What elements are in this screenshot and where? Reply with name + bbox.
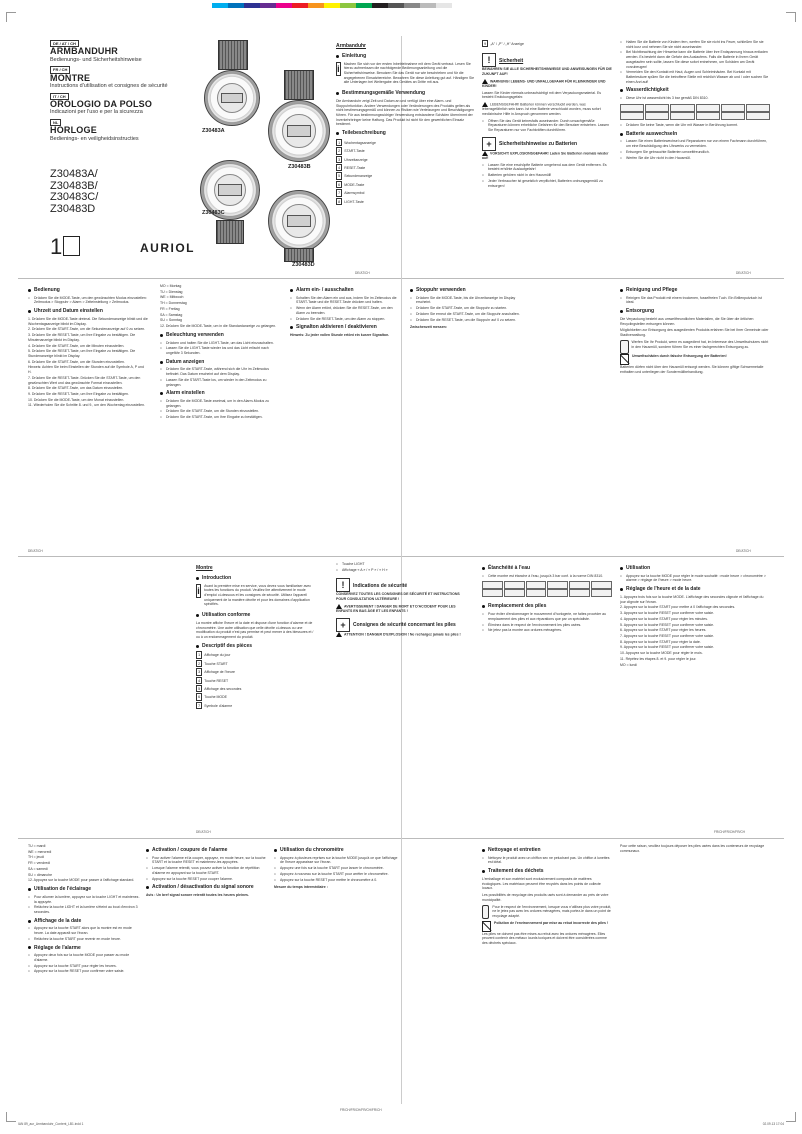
section-heading: Batterie auswechseln xyxy=(620,131,770,138)
info-block: i Avant la première mise en service, vous devez vous familiariser avec toutes les fonctions du produit. Veuillez lire attentivement le mode d'emploi ci-dessous et les consignes de sécurité. Utilisez l'appareil uniquement de la manière décrite et pour les domaines d'application spécifiés. xyxy=(197,583,312,607)
info-icon: i xyxy=(337,63,340,74)
cover-subtitle-it: Indicazioni per l'uso e per la sicurezza xyxy=(50,109,143,116)
list-item: 10. Drücken Sie die MODE-Taste, um den Monat einzustellen. xyxy=(28,397,125,402)
cover-lang-fr: FR / CH xyxy=(50,64,180,73)
list-item: □ Drücken Sie keine Taste, wenn die Uhr mit Wasser in Berührung kommt. xyxy=(620,123,770,128)
list-item: □ Appuyez sur la touche START pour régler les heures. xyxy=(28,964,140,969)
color-swatch xyxy=(356,3,372,8)
fr-col3 xyxy=(482,562,612,830)
recycle-block: Pour le respect de l'environnement, lorsque vous n'utilisez plus votre produit, ne le jetez pas avec les ordures ménagères, mais portez-le dans un point de recyclage adapté. xyxy=(482,905,612,921)
water-resistance-table xyxy=(620,112,770,120)
crossed-bin-icon xyxy=(482,921,491,932)
list-item: □ Schalten Sie den Alarm ein und aus, indem Sie im Zeitmodus die START-Taste und die RESET-Taste drücken und halten. xyxy=(290,296,400,305)
cover-title-it: OROLOGIO DA POLSO xyxy=(50,98,153,109)
print-slug-left: IAN 89_aur_Armbanduhr_Content_LB1.indd 1 xyxy=(18,1122,84,1126)
list-item: □ Ne jetez pas la montre aux ordures ménagères. xyxy=(482,628,612,633)
light-list xyxy=(160,341,280,356)
parts-list-item: 2 Touche START xyxy=(198,660,228,666)
list-item: 4. Drücken Sie die START-Taste, um die Minuten einzustellen. xyxy=(28,343,125,348)
battery-list xyxy=(620,40,770,84)
parts-list xyxy=(336,139,476,205)
section-heading: Utilisation de l'éclairage xyxy=(28,886,140,893)
list-item: □ Halten Sie die Batterie von Kindern fern, werfen Sie sie nicht ins Feuer, schließen Sie sie nicht kurz und nehmen Sie sie nicht auseinander. xyxy=(620,40,770,49)
list-item: 10. Appuyez sur la touche MODE pour régler le mois. xyxy=(620,651,703,656)
color-swatch xyxy=(340,3,356,8)
list-item: TH = Donnerstag xyxy=(160,301,187,306)
list-item: □ Entsorgen Sie gebrauchte Batterien umweltfreundlich. xyxy=(620,150,770,155)
list-item: SU = dimanche xyxy=(28,872,53,877)
list-item: □ Pour activer l'alarme et la couper, appuyez, en mode heure, sur la touche START et la touche RESET et maintenez-les appuyées. xyxy=(146,856,266,865)
paragraph: Lassen Sie Kinder niemals unbeaufsichtigt mit dem Verpackungsmaterial. Es besteht Erstickungsgefahr. xyxy=(482,90,602,100)
time-setting-steps xyxy=(28,317,148,408)
footer-code: DE/AT/CH xyxy=(736,271,751,275)
time-setting-steps xyxy=(620,595,770,662)
list-item: □ Drücken und halten Sie die LIGHT-Taste, um das Licht einzuschalten. xyxy=(160,341,280,346)
list-item: □ Drücken Sie die MODE-Taste zweimal, um in den Alarm-Modus zu gelangen. xyxy=(160,399,280,408)
section-title: Montre xyxy=(196,565,213,571)
paragraph: BEWAHREN SIE ALLE SICHERHEITSHINWEISE UND ANWEISUNGEN FÜR DIE ZUKUNFT AUF! xyxy=(482,67,612,77)
warning-heading: WARNUNG! LEBENS- UND UNFALLGEFAHR FÜR KLEINKINDER UND KINDER! xyxy=(482,79,606,88)
list-item: SU = Sonntag xyxy=(160,318,182,323)
section-heading: Einleitung xyxy=(336,53,476,60)
list-item: □ Appuyez deux fois sur la touche MODE pour passer au mode d'alarme. xyxy=(28,953,140,962)
list-item: □ Pour éviter d'endommager le mouvement d'horlogerie, ne faites procéder au remplacement des piles et aux réparations que par un spécialiste. xyxy=(482,612,612,621)
de2-col1 xyxy=(28,284,148,550)
cover-subtitle-de: Bedienungs- und Sicherheitshinweise xyxy=(50,56,142,63)
parts-list-item: 7 Symbole d'alarme xyxy=(198,702,233,708)
watch-strap xyxy=(284,248,314,262)
warning-heading: VORSICHT! EXPLOSIONSGEFAHR! Laden Sie Batterien niemals wieder auf! xyxy=(482,151,609,160)
step: 12. Appuyez sur la touche MODE pour passer à l'affichage standard. xyxy=(28,878,135,883)
section-heading: Réglage de l'heure et de la date xyxy=(620,586,770,593)
color-swatch xyxy=(276,3,292,8)
paragraph: Möglichkeiten zur Entsorgung des ausgedienten Produkts erfahren Sie bei Ihrer Gemeinde oder Stadtverwaltung. xyxy=(620,328,769,338)
color-swatch xyxy=(292,3,308,8)
section-heading: Descriptif des pièces xyxy=(196,643,316,650)
watch-image-a xyxy=(204,70,260,126)
list-item: WE = mercredi xyxy=(28,849,52,854)
subheading: Mesure du temps intermédiaire : xyxy=(274,885,328,890)
alarm-toggle-list xyxy=(290,296,400,322)
paragraph: LEBENSGEFAHR! Batterien können verschluckt werden, was lebensgefährlich sein kann. Ist eine Batterie verschluckt worden, muss sofort medizinische Hilfe in Anspruch genommen werden. xyxy=(482,102,601,116)
cover-title-fr: MONTRE xyxy=(50,72,91,83)
color-calibration-bar xyxy=(212,3,452,8)
alarm-list xyxy=(160,399,280,420)
safety-heading: + Sicherheitshinweise zu Batterien xyxy=(482,137,612,151)
warning-sign-icon: ! xyxy=(336,578,350,592)
footer-code: DE/AT/CH xyxy=(736,549,751,553)
paragraph: CONSERVEZ TOUTES LES CONSIGNES DE SÉCURITÉ ET INSTRUCTIONS POUR CONSULTATION ULTÉRIEURE ! xyxy=(336,592,460,602)
list-item: □ Vermeiden Sie den Kontakt mit Haut, Augen und Schleimhäuten. Bei Kontakt mit Batteriesäure spülen Sie die betroffene Stelle mit reichlich Wasser ab und / oder suchen Sie einen Arzt auf! xyxy=(620,70,770,84)
warning-heading: AVERTISSEMENT ! DANGER DE MORT ET D'ACCIDENT POUR LES ENFANTS EN BAS ÂGE ET LES ENFANTS ! xyxy=(336,604,456,614)
section-heading: Wasserdichtigkeit xyxy=(620,87,770,94)
color-swatch xyxy=(228,3,244,8)
section-title: Armbanduhr xyxy=(336,43,366,49)
list-item: □ Cette montre est étanche à l'eau, jusqu'à 3 bar conf. à la norme DIN 8310. xyxy=(482,574,612,579)
list-item: Hinweis: Achten Sie beim Einstellen der Stunden auf die Symbole A, P und H. xyxy=(28,365,144,375)
section-heading: Bedienung xyxy=(28,287,148,294)
watch-label-b: Z30483B xyxy=(288,164,311,170)
paragraph: Pour cette raison, veuillez toujours déposer les piles usées dans les conteneurs de recyclage communaux. xyxy=(620,844,765,853)
paragraph: L'emballage et son matériel sont exclusivement composés de matières écologiques. Les matériaux peuvent être recyclés dans les points de collecte locaux. xyxy=(482,876,601,891)
list-item: □ Appuyez sur la touche RESET pour couper l'alarme. xyxy=(146,877,266,882)
model-number: Z30483C/ xyxy=(50,191,99,204)
crop-mark xyxy=(6,12,16,22)
fr2-col1 xyxy=(28,844,140,1106)
list-item: □ Appuyez sur la touche RESET pour confirmer votre saisie. xyxy=(28,969,140,974)
section-heading: Stoppuhr verwenden xyxy=(410,287,530,294)
section-heading: Beleuchtung verwenden xyxy=(160,332,280,339)
fr2-col5 xyxy=(620,844,770,1106)
parts-list-item: 3 Affichage de l'heure xyxy=(198,669,235,675)
section-heading: Uhrzeit und Datum einstellen xyxy=(28,308,148,315)
list-item: □ Bei Nichtbeachtung der Hinweise kann die Batterie über ihre Endspannung hinaus entladen werden. Es besteht dann die Gefahr des Auslaufens. Falls die Batterie in Ihrem Gerät ausgelaufen sein sollte, lassen Sie diese sofort entnehmen, um Schäden am Gerät vorzubeugen! xyxy=(620,50,770,69)
battery-icon: + xyxy=(336,618,350,632)
list-item: □ Appuyez sur la touche START alors que la montre est en mode heure. La date apparaît sur l'écran. xyxy=(28,926,140,935)
parts-list-item: 6 Touche MODE xyxy=(198,694,227,700)
de2-col4 xyxy=(410,284,530,550)
list-item: 1. Drücken Sie die MODE-Taste dreimal. Die Sekundenanzeige blinkt und die Wochentagsanzeige blinkt im Display. xyxy=(28,316,148,326)
list-item: WE = Mittwoch xyxy=(160,295,184,300)
list-item: □ Drücken Sie die START-Taste, um die Stunden einzustellen. xyxy=(160,409,280,414)
warning-heading: ATTENTION ! DANGER D'EXPLOSION ! Ne rechargez jamais les piles ! xyxy=(336,632,466,637)
list-item: □ Drücken Sie erneut die START-Taste, um die Stoppuhr anzuhalten. xyxy=(410,312,530,317)
footer-code: FR/CH/FR/CH/FR/CH/FR/CH xyxy=(340,1108,382,1112)
list-item: TU = mardi xyxy=(28,844,46,848)
section-heading: Teilebeschreibung xyxy=(336,130,476,137)
list-item: 8. Appuyez sur la touche START pour régler la date. xyxy=(620,639,701,644)
print-slug-right: 02.09.13 17:04 xyxy=(762,1122,784,1126)
watch-illustrations xyxy=(196,40,336,270)
section-heading: Utilisation conforme xyxy=(196,612,316,619)
parts-list-item: 8 LIGHT-Taste xyxy=(338,198,364,204)
paragraph: Die Armbanduhr zeigt Zeit und Datum an und verfügt über eine Alarm- und Stoppuhrfunktion. Andere Verwendungen oder Veränderungen des Produkts gelten als nicht bestimmungsgemäß und können zu Risiken wie Verletzungen und Beschädigungen führen. Für aus bestimmungswidriger Verwendung entstandene Schäden übernimmt der Inverkehrbringer keine Haftung. Das Produkt ist nicht für den gewerblichen Einsatz bestimmt. xyxy=(336,98,474,127)
watch-label-c: Z30483C xyxy=(202,210,225,216)
watch-image-d xyxy=(268,190,330,252)
weekday-list xyxy=(28,844,140,877)
color-swatch xyxy=(388,3,404,8)
list-item: 9. Appuyez sur la touche RESET pour confirmer votre saisie. xyxy=(620,645,715,650)
list-item: □ Batterien gehören nicht in den Hausmüll! xyxy=(482,173,612,178)
list-item: □ Appuyez une fois sur la touche START pour lancer le chronomètre. xyxy=(274,866,398,871)
parts-list-item: 5 Sekundenanzeige xyxy=(338,173,373,179)
light-list xyxy=(28,895,140,915)
weekday: MO = lundi xyxy=(620,662,638,667)
recycling-icon xyxy=(482,905,489,919)
battery-icon: + xyxy=(482,137,496,151)
subheading: Zwischenzeit messen: xyxy=(410,325,447,330)
watch-strap xyxy=(218,40,248,70)
parts-list-item: 4 RESET-Taste xyxy=(338,165,366,171)
list-item: □ Drücken Sie die RESET-Taste, um den Alarm zu stoppen. xyxy=(290,317,400,322)
cover-lang-nl: NL xyxy=(50,117,180,126)
section-heading: Réglage de l'alarme xyxy=(28,945,140,952)
list-item: □ Appuyez sur la touche RESET pour mettre le chronomètre à 0. xyxy=(274,878,398,883)
battery-list xyxy=(482,163,612,189)
alarm-list xyxy=(28,953,140,974)
list-item: 9. Drücken Sie die RESET-Taste, um Ihre Eingabe zu bestätigen. xyxy=(28,392,129,396)
fr2-col4 xyxy=(482,844,612,1106)
crop-mark xyxy=(786,1112,796,1122)
footer-code: DE/AT/CH xyxy=(355,271,370,275)
info-block xyxy=(336,62,476,88)
parts-list-item: 1 Affichage du jour xyxy=(198,652,231,658)
de2-col3 xyxy=(290,284,400,550)
cover-lang-it: IT / CH xyxy=(50,91,180,100)
warning-triangle-icon xyxy=(336,632,342,637)
crop-mark xyxy=(6,1112,16,1122)
water-resistance-table xyxy=(620,104,770,112)
crop-mark xyxy=(786,12,796,22)
alarm-toggle-list xyxy=(146,856,266,882)
fr2-col2 xyxy=(146,844,266,1106)
weekday-list xyxy=(160,284,280,323)
footer-code: DE/AT/CH xyxy=(196,830,211,834)
list-item: TH = jeudi xyxy=(28,855,45,860)
list-item: □ Lassen Sie die START-Taste los, um wieder in den Zeitmodus zu gelangen. xyxy=(160,378,280,387)
water-resistance-table xyxy=(482,589,612,597)
parts-list-item: 7 Alarmsymbol xyxy=(338,190,365,196)
color-swatch xyxy=(324,3,340,8)
section-heading: Nettoyage et entretien xyxy=(482,847,612,854)
section-heading: Reinigung und Pflege xyxy=(620,287,770,294)
parts-list-item: 2 START-Taste xyxy=(338,148,365,154)
list-item: 5. Appuyez sur la touche RESET pour confirmer votre saisie. xyxy=(620,622,715,627)
info-icon: i xyxy=(197,585,200,596)
section-heading: Utilisation du chronomètre xyxy=(274,847,398,854)
list-item: □ Appuyez à plusieurs reprises sur la touche MODE jusqu'à ce que l'affichage de l'heure apparaisse sur l'écran. xyxy=(274,856,398,865)
date-list xyxy=(160,367,280,387)
list-item: FR = Freitag xyxy=(160,306,180,311)
list-item: □ Diese Uhr ist wasserdicht bis 3 bar gemäß DIN 8310. xyxy=(620,96,770,101)
battery-disposal-block: Pollution de l'environnement par mise au rebut incorrecte des piles ! xyxy=(482,921,612,932)
de-water-column xyxy=(620,40,770,272)
watch-strap xyxy=(216,220,244,244)
section-heading: Étanchéité à l'eau xyxy=(482,565,612,572)
step: 12. Drücken Sie die MODE-Taste, um in die Standardanzeige zu gelangen. xyxy=(160,324,277,329)
fr-col2 xyxy=(336,562,466,830)
parts-list-item: 3 Uhrzeitanzeige xyxy=(338,156,368,162)
list-item: 4. Appuyez sur la touche START pour régler les minutes. xyxy=(620,616,708,621)
crossed-bin-icon xyxy=(620,354,629,365)
list-item: □ Drücken Sie die START-Taste, während sich die Uhr im Zeitmodus befindet. Das Datum erscheint auf dem Display. xyxy=(160,367,280,376)
cover-title-de: ARMBANDUHR xyxy=(50,46,118,57)
list-item: □ Lorsque l'alarme retentit, vous pouvez activer la fonction de répétition d'alarme en appuyant sur la touche START. xyxy=(146,866,266,875)
parts-list-item: 6 MODE-Taste xyxy=(338,181,365,187)
color-swatch xyxy=(212,3,228,8)
color-swatch xyxy=(420,3,436,8)
list-item: □ Drücken Sie die START-Taste, um Ihre Eingabe zu bestätigen. xyxy=(160,415,280,420)
color-swatch xyxy=(404,3,420,8)
safety-heading: ! Indications de sécurité xyxy=(336,578,466,592)
warning-sign-icon: ! xyxy=(482,53,496,67)
paragraph: Les piles ne doivent pas être mises au rebut avec les ordures ménagères. Elles peuvent contenir des métaux lourds toxiques et doivent être considérées comme des déchets spéciaux. xyxy=(482,931,607,946)
list-item: 5. Drücken Sie die RESET-Taste, um Ihre Eingabe zu bestätigen. Die Stundenanzeige blinkt im Display. xyxy=(28,349,136,358)
watch-label-a: Z30483A xyxy=(202,128,225,134)
fr-col1 xyxy=(196,562,316,830)
list-item: □ Drücken Sie die MODE-Taste, um den gewünschten Modus einzustellen: Zeitmodus > Stoppuhr > Alarm > Zeiteinstellung > Zeitmodus. xyxy=(28,296,148,305)
list-item: 11. Wiederholen Sie die Schritte 8. und 9., um den Wochentag einzustellen. xyxy=(28,403,145,408)
list-item: □ Öffnen Sie das Gerät keinesfalls auseinander. Durch unsachgemäße Reparaturen können erhebliche Gefahren für den Benutzer entstehen. Lassen Sie Reparaturen nur von Fachkräften durchführen. xyxy=(482,119,612,133)
section-heading: Signalton aktivieren / deaktivieren xyxy=(290,324,400,331)
battery-replace-list xyxy=(482,612,612,633)
de-safety-column xyxy=(482,40,612,272)
battery-replace-list xyxy=(620,139,770,160)
cover-lang-de: DE / AT / CH xyxy=(50,38,180,47)
footer-code: FR/CH/FR/CH/FR/CH xyxy=(714,830,745,834)
list-item: 6. Drücken Sie die START-Taste, um die Stunden einzustellen. xyxy=(28,359,125,364)
list-item: □ Jeder Verbraucher ist gesetzlich verpflichtet, Batterien ordnungsgemäß zu entsorgen! xyxy=(482,179,612,188)
section-heading: Remplacement des piles xyxy=(482,603,612,610)
color-swatch xyxy=(436,3,452,8)
water-resistance-table xyxy=(482,581,612,589)
list-item: 7. Drücken Sie die RESET-Taste. Drücken Sie die START-Taste, um den gewünschten Wert und das gewünschte Format einzustellen. xyxy=(28,375,141,385)
parts-list xyxy=(336,562,466,572)
display-label: 9 „A" / „P" / „H" Anzeige xyxy=(484,41,524,46)
parts-list-item: 1 Wochentagsanzeige xyxy=(338,139,376,145)
battery-disposal-block: Umweltschäden durch falsche Entsorgung der Batterien! xyxy=(620,354,770,365)
list-item: SA = Samstag xyxy=(160,312,183,317)
list-item: □ Nettoyez le produit avec un chiffon sec ne peluchant pas. Un chiffon à lunettes est idéal. xyxy=(482,856,612,865)
list-item: □ Éliminez dans le respect de l'environnement les piles usées. xyxy=(482,623,612,628)
stopwatch-list xyxy=(274,856,398,883)
list-item: □ Drücken Sie die START-Taste, um die Stoppuhr zu starten. xyxy=(410,306,530,311)
safety-heading: + Consignes de sécurité concernant les piles xyxy=(336,618,466,632)
color-swatch xyxy=(308,3,324,8)
paragraph: Batterien dürfen nicht über den Hausmüll entsorgt werden. Sie können giftige Schwermetalle enthalten und unterliegen der Sondermüllbehandlung. xyxy=(620,364,764,374)
paragraph: Hinweis: Zu jeder vollen Stunde ertönt ein kurzer Signalton. xyxy=(290,333,390,338)
list-item: 1. Appuyez trois fois sur la touche MODE. L'affichage des secondes clignote et l'affichage du jour clignote sur l'écran. xyxy=(620,594,764,604)
list-item: □ Relâchez la touche LIGHT et la lumière s'éteint au bout d'environ 3 secondes. xyxy=(28,905,140,914)
fr-col4 xyxy=(620,562,770,830)
list-item: □ Drücken Sie die RESET-Taste, um die Stoppuhr auf 0 zu setzen. xyxy=(410,318,530,323)
paragraph: Machen Sie sich vor der ersten Inbetriebnahme mit dem Gerät vertraut. Lesen Sie hierzu aufmerksam die nachfolgende Bedienungsanleitung und die Sicherheitshinweise. Benutzen Sie das Gerät nur wie beschrieben und für die angegebenen Einsatzbereiche. Bewahren Sie diese Anleitung gut auf. Händigen Sie alle Unterlagen bei Weitergabe des Gerätes an Dritte mit aus. xyxy=(343,61,475,85)
recycling-icon xyxy=(620,340,629,354)
paragraph: Die Verpackung besteht aus umweltfreundlichen Materialien, die Sie über die örtlichen Recyclingstellen entsorgen können. xyxy=(620,316,754,326)
section-heading: Affichage de la date xyxy=(28,918,140,925)
list-item: 6. Appuyez sur la touche START pour régler les heures. xyxy=(620,628,707,633)
list-item: □ Relâchez la touche START pour revenir en mode heure. xyxy=(28,937,140,942)
color-swatch xyxy=(244,3,260,8)
watch-image-b xyxy=(268,100,330,162)
de-intro-column xyxy=(336,40,476,272)
footer-code: DE/AT/CH xyxy=(28,549,43,553)
watch-label-d: Z30483D xyxy=(292,262,315,268)
color-swatch xyxy=(372,3,388,8)
section-heading: Traitement des déchets xyxy=(482,868,612,875)
list-item: SA = samedi xyxy=(28,866,48,871)
paragraph: Les possibilités de recyclage des produits usés sont à demander au près de votre municipalité. xyxy=(482,893,609,902)
model-number: Z30483A/ xyxy=(50,168,98,180)
section-heading: Entsorgung xyxy=(620,308,770,315)
paragraph: Avis : Un bref signal sonore retentit toutes les heures pleines. xyxy=(146,893,249,898)
de2-col5 xyxy=(620,284,770,550)
section-heading: Bestimmungsgemäße Verwendung xyxy=(336,90,476,97)
list-item: 8. Drücken Sie die START-Taste, um das Datum einzustellen. xyxy=(28,386,124,391)
section-heading: Activation / coupure de l'alarme xyxy=(146,847,266,854)
list-item: □ Reinigen Sie das Produkt mit einem trockenen, fusselfreien Tuch. Ein Brillenputztuch ist ideal. xyxy=(620,296,770,305)
cover-subtitle-fr: Instructions d'utilisation et consignes de sécurité xyxy=(50,83,168,90)
list-item: □ Drücken Sie die MODE-Taste, bis die Uhrzeitanzeige im Display erscheint. xyxy=(410,296,530,305)
cover-subtitle-nl: Bedienings- en veiligheidsinstructies xyxy=(50,135,139,142)
section-heading: Datum anzeigen xyxy=(160,359,280,366)
list-item: 3. Drücken Sie die RESET-Taste, um Ihre Eingabe zu bestätigen. Die Minutenanzeige blinkt im Display. xyxy=(28,333,136,342)
list-item: 7. Appuyez sur la touche RESET pour confirmer votre saisie. xyxy=(620,633,715,638)
cover-title-nl: HORLOGE xyxy=(50,125,97,136)
parts-list-item: 5 Affichage des secondes xyxy=(198,686,242,692)
date-list xyxy=(28,926,140,941)
list-item: MO = Montag xyxy=(160,284,182,288)
list-item: □ Pour allumer la lumière, appuyez sur la touche LIGHT et maintenez-la appuyée. xyxy=(28,895,140,904)
list-item: □ Lassen Sie die LIGHT-Taste wieder los und das Licht erlischt nach ungefähr 3 Sekunden. xyxy=(160,346,280,355)
model-number: Z30483B/ xyxy=(50,179,98,192)
page-number: 1 xyxy=(50,234,63,259)
list-item: 11. Répétez les étapes 8. et 9. pour régler le jour. xyxy=(620,656,697,661)
list-item: □ Wenn der Alarm ertönt, drücken Sie die RESET-Taste, um den Alarm zu beenden. xyxy=(290,306,400,315)
list-item: 2. Drücken Sie die START-Taste, um die Sekundenanzeige auf 0 zu setzen. xyxy=(28,327,146,332)
watch-strap xyxy=(284,70,314,100)
paragraph: La montre affiche l'heure et la date et dispose d'une fonction d'alarme et de chronomètre. Une autre utilisation que celle décrite ci-dessus ou une modification du produit n'est pas permise et peut mener à des blessures et / ou à un endommagement du produit. xyxy=(196,620,314,639)
parts-list xyxy=(196,651,316,709)
list-item: □ Appuyez à nouveau sur la touche START pour arrêter le chronomètre. xyxy=(274,872,398,877)
list-item: □ Werfen Sie die Uhr nicht in den Hausmüll. xyxy=(620,156,770,161)
list-item: □ Affichage « A » / « P » / « H » xyxy=(336,568,466,573)
section-heading: Alarm einstellen xyxy=(160,390,280,397)
list-item: □ Touche LIGHT xyxy=(336,562,466,567)
list-item: □ Lassen Sie einen Batteriewechsel und Reparaturen nur von einem Fachmann durchführen, um eine Beschädigung des Uhrwerks zu vermeiden. xyxy=(620,139,770,148)
section-heading: Utilisation xyxy=(620,565,770,572)
list-item: □ Appuyez sur la touche MODE pour régler le mode souhaité : mode heure > chronomètre > alarme > réglage de l'heure > mode heure. xyxy=(620,574,770,583)
list-item: TU = Dienstag xyxy=(160,289,183,294)
fr2-col3 xyxy=(274,844,398,1106)
list-item: □ Lassen Sie eine erschöpfte Batterie umgehend aus dem Gerät entfernen. Es besteht erhöhte Auslaufgefahr! xyxy=(482,163,612,172)
de2-col2 xyxy=(160,284,280,550)
model-number: Z30483D xyxy=(50,202,96,215)
section-heading: Introduction xyxy=(196,575,316,582)
list-item: 3. Appuyez sur la touche RESET pour confirmer votre saisie. xyxy=(620,611,715,616)
section-heading: Alarm ein- / ausschalten xyxy=(290,287,400,294)
safety-heading: ! Sicherheit xyxy=(482,53,612,67)
stopwatch-list xyxy=(410,296,530,323)
section-heading: Activation / désactivation du signal sonore xyxy=(146,884,266,891)
page-number-box xyxy=(63,236,80,256)
list-item: 2. Appuyez sur la touche START pour mettre à 0 l'affichage des secondes. xyxy=(620,605,736,610)
color-swatch xyxy=(260,3,276,8)
parts-list-item: 4 Touche RESET xyxy=(198,677,229,683)
list-item: FR = vendredi xyxy=(28,861,51,866)
auriol-logo: AURIOL xyxy=(140,241,195,255)
recycle-block: Werfen Sie Ihr Produkt, wenn es ausgedient hat, im Interesse des Umweltschutzes nicht in den Hausmüll, sondern führen Sie es einer fachgerechten Entsorgung zu. xyxy=(620,340,770,354)
